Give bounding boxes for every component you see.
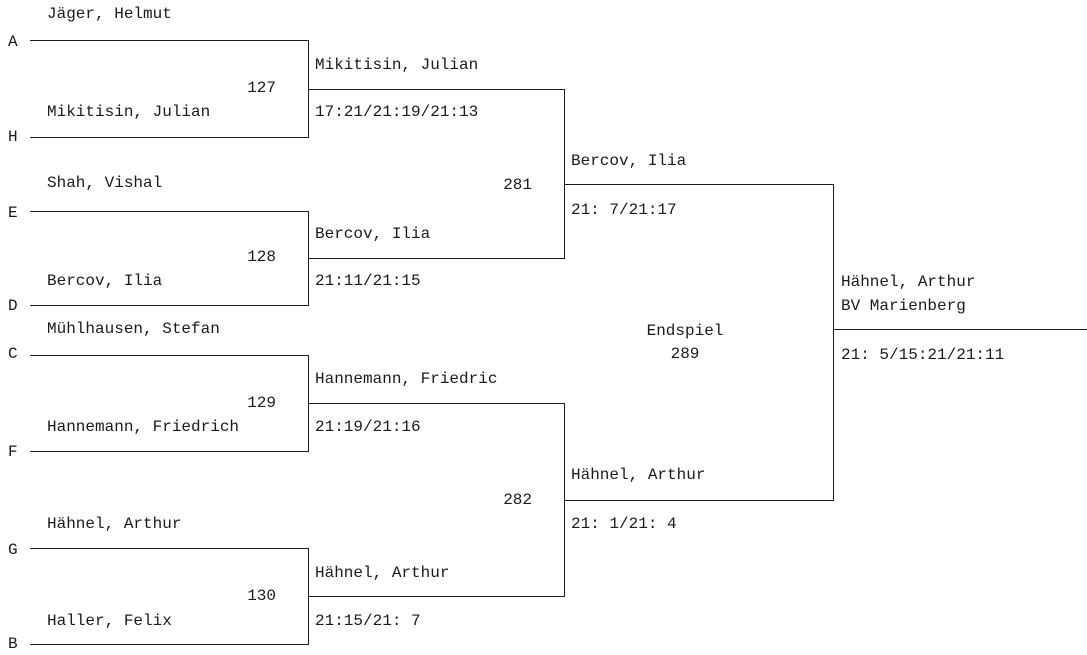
bracket-line [30, 305, 309, 306]
player-name: Hannemann, Friedrich [47, 418, 240, 436]
match-number: 282 [503, 491, 532, 509]
seed-letter: G [8, 541, 18, 559]
match-winner: Hähnel, Arthur [315, 564, 450, 582]
match-winner: Hannemann, Friedric [315, 370, 498, 388]
final-match-number: 289 [670, 345, 700, 363]
player-name: Mikitisin, Julian [47, 103, 211, 121]
match-number: 129 [247, 394, 276, 412]
player-name: Mühlhausen, Stefan [47, 320, 220, 338]
match-score: 21:11/21:15 [315, 272, 421, 290]
bracket-line [564, 89, 565, 259]
player-name: Jäger, Helmut [47, 5, 172, 23]
bracket-line [30, 644, 309, 645]
seed-letter: F [8, 443, 18, 461]
bracket-line [30, 355, 309, 356]
bracket-line [30, 211, 309, 212]
final-label: Endspiel [646, 322, 724, 340]
bracket-line [30, 548, 309, 549]
seed-letter: H [8, 128, 18, 146]
bracket-line [309, 89, 565, 90]
match-score: 21: 7/21:17 [571, 201, 677, 219]
match-score: 21:15/21: 7 [315, 612, 421, 630]
player-name: Shah, Vishal [47, 174, 163, 192]
bracket-line [833, 184, 834, 501]
seed-letter: A [8, 33, 18, 51]
bracket-line [309, 258, 565, 259]
match-winner: Bercov, Ilia [571, 152, 687, 170]
bracket-line [30, 137, 309, 138]
bracket-line [309, 596, 565, 597]
seed-letter: C [8, 345, 18, 363]
bracket-line [30, 40, 309, 41]
match-number: 281 [503, 176, 532, 194]
player-name: Hähnel, Arthur [47, 515, 182, 533]
match-winner: Mikitisin, Julian [315, 56, 479, 74]
player-name: Bercov, Ilia [47, 272, 163, 290]
match-score: 21:19/21:16 [315, 418, 421, 436]
bracket-line [565, 184, 834, 185]
match-number: 127 [247, 79, 276, 97]
player-name: Haller, Felix [47, 612, 172, 630]
match-score: 21: 1/21: 4 [571, 515, 677, 533]
seed-letter: B [8, 635, 18, 653]
bracket-line [834, 329, 1087, 330]
bracket-line [565, 500, 834, 501]
seed-letter: D [8, 297, 18, 315]
match-score: 17:21/21:19/21:13 [315, 103, 479, 121]
seed-letter: E [8, 204, 18, 222]
bracket-line [30, 451, 309, 452]
match-number: 128 [247, 248, 276, 266]
champion-club: BV Marienberg [841, 297, 966, 315]
final-score: 21: 5/15:21/21:11 [841, 346, 1005, 364]
match-number: 130 [247, 587, 276, 605]
match-winner: Hähnel, Arthur [571, 466, 706, 484]
bracket-line [309, 403, 565, 404]
champion-name: Hähnel, Arthur [841, 273, 976, 291]
match-winner: Bercov, Ilia [315, 225, 431, 243]
